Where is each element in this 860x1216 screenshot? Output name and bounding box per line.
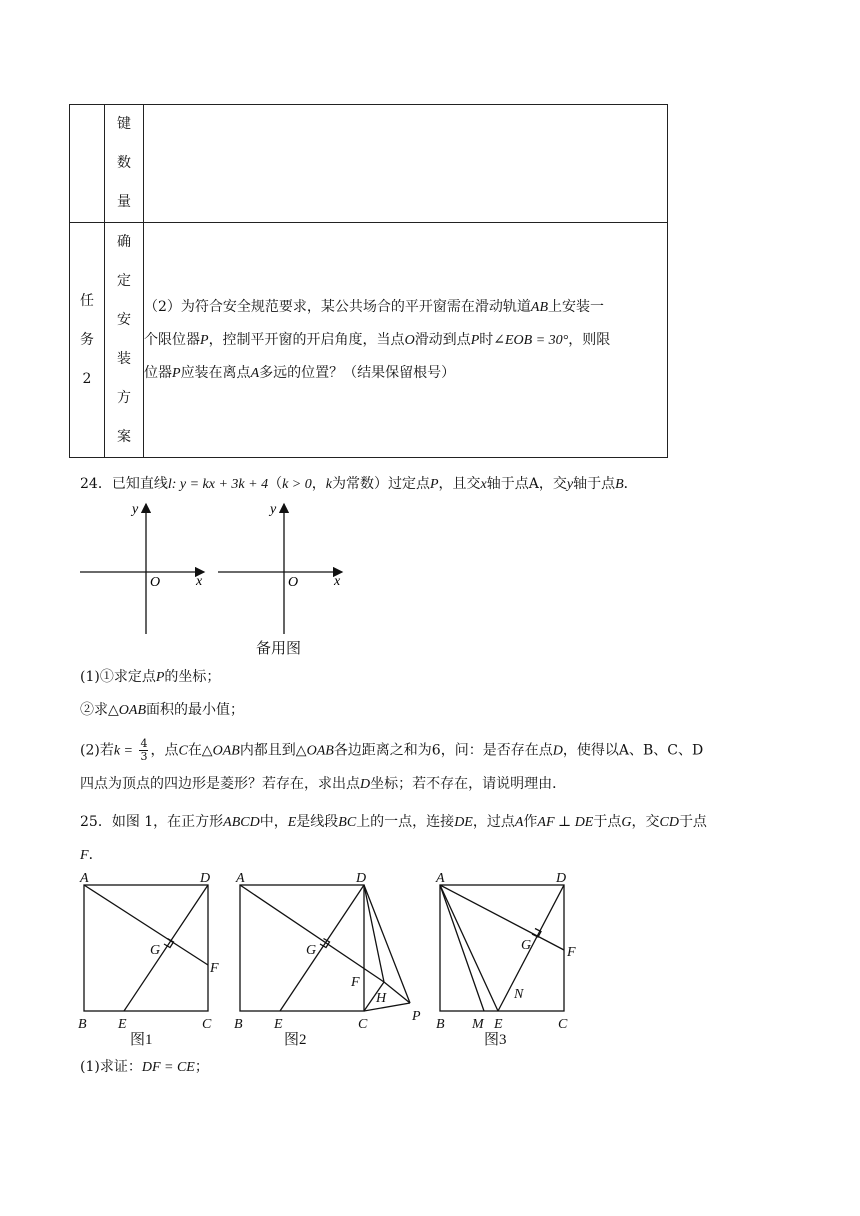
origin-label: O: [150, 575, 161, 590]
char: 数: [117, 155, 131, 171]
label-p: P: [412, 1009, 421, 1024]
label-a: A: [436, 871, 445, 886]
q25-part1: (1)求证：DF = CE；: [80, 1059, 209, 1075]
task2-line-2: 个限位器P，控制平开窗的开启角度，当点O滑动到点P时∠EOB = 30°，则限: [144, 331, 611, 348]
label-d: D: [556, 871, 567, 886]
line-ap: [240, 885, 384, 982]
label-b: B: [234, 1017, 243, 1032]
q24-axes-figure: [76, 498, 356, 640]
caption-fig3: 图3: [484, 1032, 507, 1048]
label-a: A: [80, 871, 89, 886]
label-f: F: [567, 945, 576, 960]
table-cell-task2: [70, 223, 105, 458]
axes-1: [80, 502, 204, 634]
line-dh: [364, 885, 384, 982]
char: 确: [117, 234, 131, 250]
task2-line-3: 位器P应装在离点A多远的位置？（结果保留根号）: [144, 364, 456, 381]
square-abcd: [440, 885, 564, 1011]
square-abcd: [84, 885, 208, 1011]
char: 键: [117, 116, 131, 132]
q24-stem: 24．已知直线l: y = kx + 3k + 4（k > 0，k为常数）过定点P，且交x轴于点A，交y轴于点B．: [80, 476, 638, 492]
label-c: C: [202, 1017, 212, 1032]
line-de: [280, 885, 364, 1011]
table-cell-key-quantity: [105, 105, 144, 223]
label-d: D: [356, 871, 367, 886]
line-de: [124, 885, 208, 1011]
char: 务: [80, 331, 94, 348]
x-label: x: [334, 574, 341, 589]
fraction: $\frac{4}{3}$: [140, 737, 148, 763]
q24-part2: (2)若k = $\frac{4}{3}$ ，点C在△OAB内都且到△OAB各边距离之和为6，问：是否存在点D，使得以A、B、C、D: [80, 737, 704, 763]
q25-figures: [70, 870, 590, 1050]
label-f: F: [210, 961, 219, 976]
label-a: A: [236, 871, 245, 886]
label-e: E: [494, 1017, 503, 1032]
table-cell-plan: [105, 223, 144, 458]
line-ae: [440, 885, 498, 1011]
figure-1: [84, 885, 208, 1011]
q24-fig-caption: 备用图: [256, 639, 302, 657]
square-abcd: [240, 885, 364, 1011]
char: 任: [80, 292, 94, 309]
label-d: D: [200, 871, 211, 886]
label-f: F: [351, 975, 360, 990]
label-b: B: [78, 1017, 87, 1032]
q25-stem: 25．如图 1，在正方形ABCD中，E是线段BC上的一点，连接DE，过点A作AF ⊥ DE于点G，交CD于点: [80, 814, 707, 830]
origin-label: O: [288, 575, 299, 590]
q25-stem-line2: F．: [80, 847, 103, 863]
caption-fig1: 图1: [130, 1032, 153, 1048]
q24-part2-line2: 四点为顶点的四边形是菱形？若存在，求出点D坐标；若不存在，请说明理由．: [80, 776, 567, 792]
axes-2: [218, 502, 342, 634]
label-g: G: [306, 943, 317, 958]
label-n: N: [514, 987, 524, 1002]
table-cell-blank: [144, 105, 668, 223]
task2-text: [144, 223, 668, 458]
char: 方: [117, 390, 131, 406]
line-dp: [364, 885, 410, 1003]
label-b: B: [436, 1017, 445, 1032]
y-label: y: [270, 502, 277, 517]
caption-fig2: 图2: [284, 1032, 307, 1048]
line-cp: [364, 1003, 410, 1011]
label-e: E: [118, 1017, 127, 1032]
line-af: [440, 885, 564, 950]
label-g: G: [150, 943, 161, 958]
q24-part1-2: ②求△OAB面积的最小值；: [80, 702, 244, 718]
task2-line-1: （2）为符合安全规范要求，某公共场合的平开窗需在滑动轨道AB上安装一: [144, 298, 605, 315]
figure-3: [440, 885, 564, 1011]
char: 定: [117, 273, 131, 289]
right-angle-mark: [532, 929, 541, 938]
label-e: E: [274, 1017, 283, 1032]
char: 安: [117, 312, 131, 328]
char: 装: [117, 351, 131, 367]
x-label: x: [196, 574, 203, 589]
label-c: C: [358, 1017, 368, 1032]
line-af: [84, 885, 208, 965]
char: 量: [117, 194, 131, 210]
label-c: C: [558, 1017, 568, 1032]
label-h: H: [376, 991, 387, 1006]
task-table: [69, 104, 668, 458]
char: 案: [117, 429, 131, 445]
label-g: G: [521, 938, 532, 953]
table-cell-empty: [70, 105, 105, 223]
char: 2: [82, 370, 92, 387]
y-label: y: [132, 502, 139, 517]
label-m: M: [472, 1017, 484, 1032]
q24-part1: (1)①求定点P的坐标；: [80, 669, 221, 685]
